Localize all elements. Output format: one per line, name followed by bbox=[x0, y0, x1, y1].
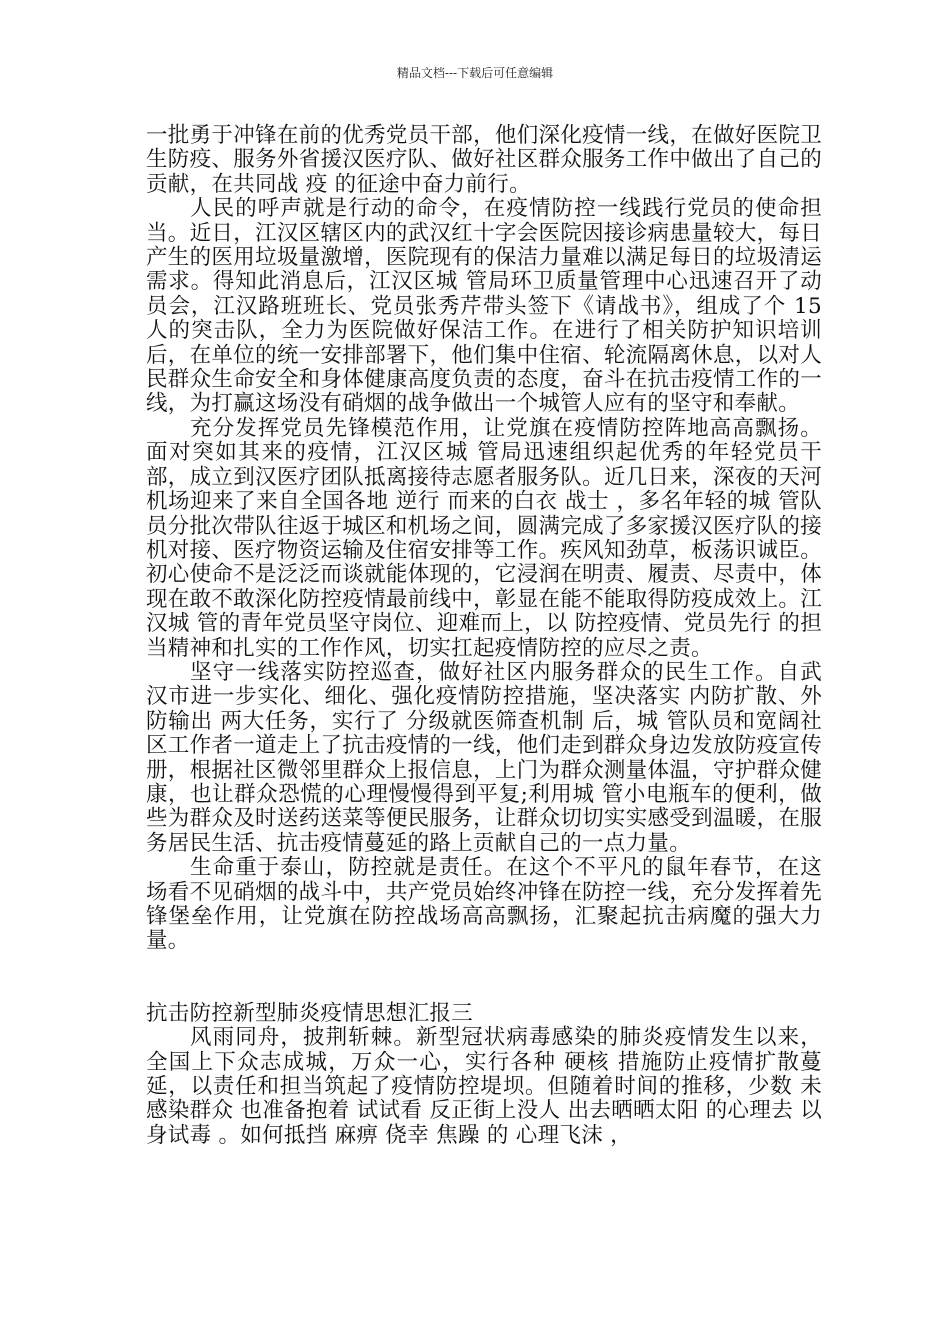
section-title: 抗击防控新型肺炎疫情思想汇报三 bbox=[146, 1000, 474, 1026]
paragraph-5: 生命重于泰山，防控就是责任。在这个不平凡的鼠年春节，在这场看不见硝烟的战斗中，共产党员始终冲锋在防控一线，充分发挥着先锋堡垒作用，让党旗在防控战场高高飘扬，汇聚起抗击病魔的强大力量。 bbox=[146, 855, 822, 954]
paragraph-2: 人民的呼声就是行动的命令，在疫情防控一线践行党员的使命担当。近日，江汉区辖区内的武汉红十字会医院因接诊病患量较大，每日产生的医用垃圾量激增，医院现有的保洁力量难以满足每日的垃圾清运需求。得知此消息后，江汉区城 管局环卫质量管理中心迅速召开了动员会，江汉路班班长、党员张秀芹带头签下《请战书》，组成了个 15 人的突击队，全力为医院做好保洁工作。在进行了相关防护知识培训后，在单位的统一安排部署下，他们集中住宿、轮流隔离休息，以对人民群众生命安全和身体健康高度负责的态度，奋斗在抗击疫情工作的一线，为打赢这场没有硝烟的战争做出一个城管人应有的坚守和奉献。 bbox=[146, 196, 822, 417]
document-body bbox=[146, 124, 822, 1148]
section-paragraph: 风雨同舟，披荆斩棘。新型冠状病毒感染的肺炎疫情发生以来，全国上下众志成城，万众一心，实行各种 硬核 措施防止疫情扩散蔓延，以责任和担当筑起了疫情防控堤坝。但随着时间的推移，少数 未感染群众 也准备抱着 试试看 反正街上没人 出去晒晒太阳 的心理去 以身试毒 。如何抵挡 麻痹 侥幸 焦躁 的 心理飞沫 ， bbox=[146, 1025, 822, 1148]
paragraph-4: 坚守一线落实防控巡查，做好社区内服务群众的民生工作。自武汉市进一步实化、细化、强化疫情防控措施，坚决落实 内防扩散、外防输出 两大任务，实行了 分级就医筛查机制 后，城 管队员和宽阔社区工作者一道走上了抗击疫情的一线，他们走到群众身边发放防疫宣传册，根据社区微邻里群众上报信息，上门为群众测量体温，守护群众健康，也让群众恐慌的心理慢慢得到平复;利用城 管小电瓶车的便利，做些为群众及时送药送菜等便民服务，让群众切切实实感受到温暖，在服务居民生活、抗击疫情蔓延的路上贡献自己的一点力量。 bbox=[146, 659, 822, 856]
page-header: 精品文档---下载后可任意编辑 bbox=[396, 66, 554, 80]
paragraph-1: 一批勇于冲锋在前的优秀党员干部，他们深化疫情一线，在做好医院卫生防疫、服务外省援汉医疗队、做好社区群众服务工作中做出了自己的贡献，在共同战 疫 的征途中奋力前行。 bbox=[146, 123, 822, 197]
paragraph-3: 充分发挥党员先锋模范作用，让党旗在疫情防控阵地高高飘扬。面对突如其来的疫情，江汉区城 管局迅速组织起优秀的年轻党员干部，成立到汉医疗团队抵离接待志愿者服务队。近几日来，深夜的天河机场迎来了来自全国各地 逆行 而来的白衣 战士 ，多名年轻的城 管队员分批次带队往返于城区和机场之间，圆满完成了多家援汉医疗队的接机对接、医疗物资运输及住宿安排等工作。疾风知劲草，板荡识诚臣。初心使命不是泛泛而谈就能体现的，它浸润在明责、履责、尽责中，体现在敢不敢深化防控疫情最前线中，彰显在能不能取得防疫成效上。江汉城 管的青年党员坚守岗位、迎难而上，以 防控疫情、党员先行 的担当精神和扎实的工作作风，切实扛起疫情防控的应尽之责。 bbox=[146, 415, 822, 661]
